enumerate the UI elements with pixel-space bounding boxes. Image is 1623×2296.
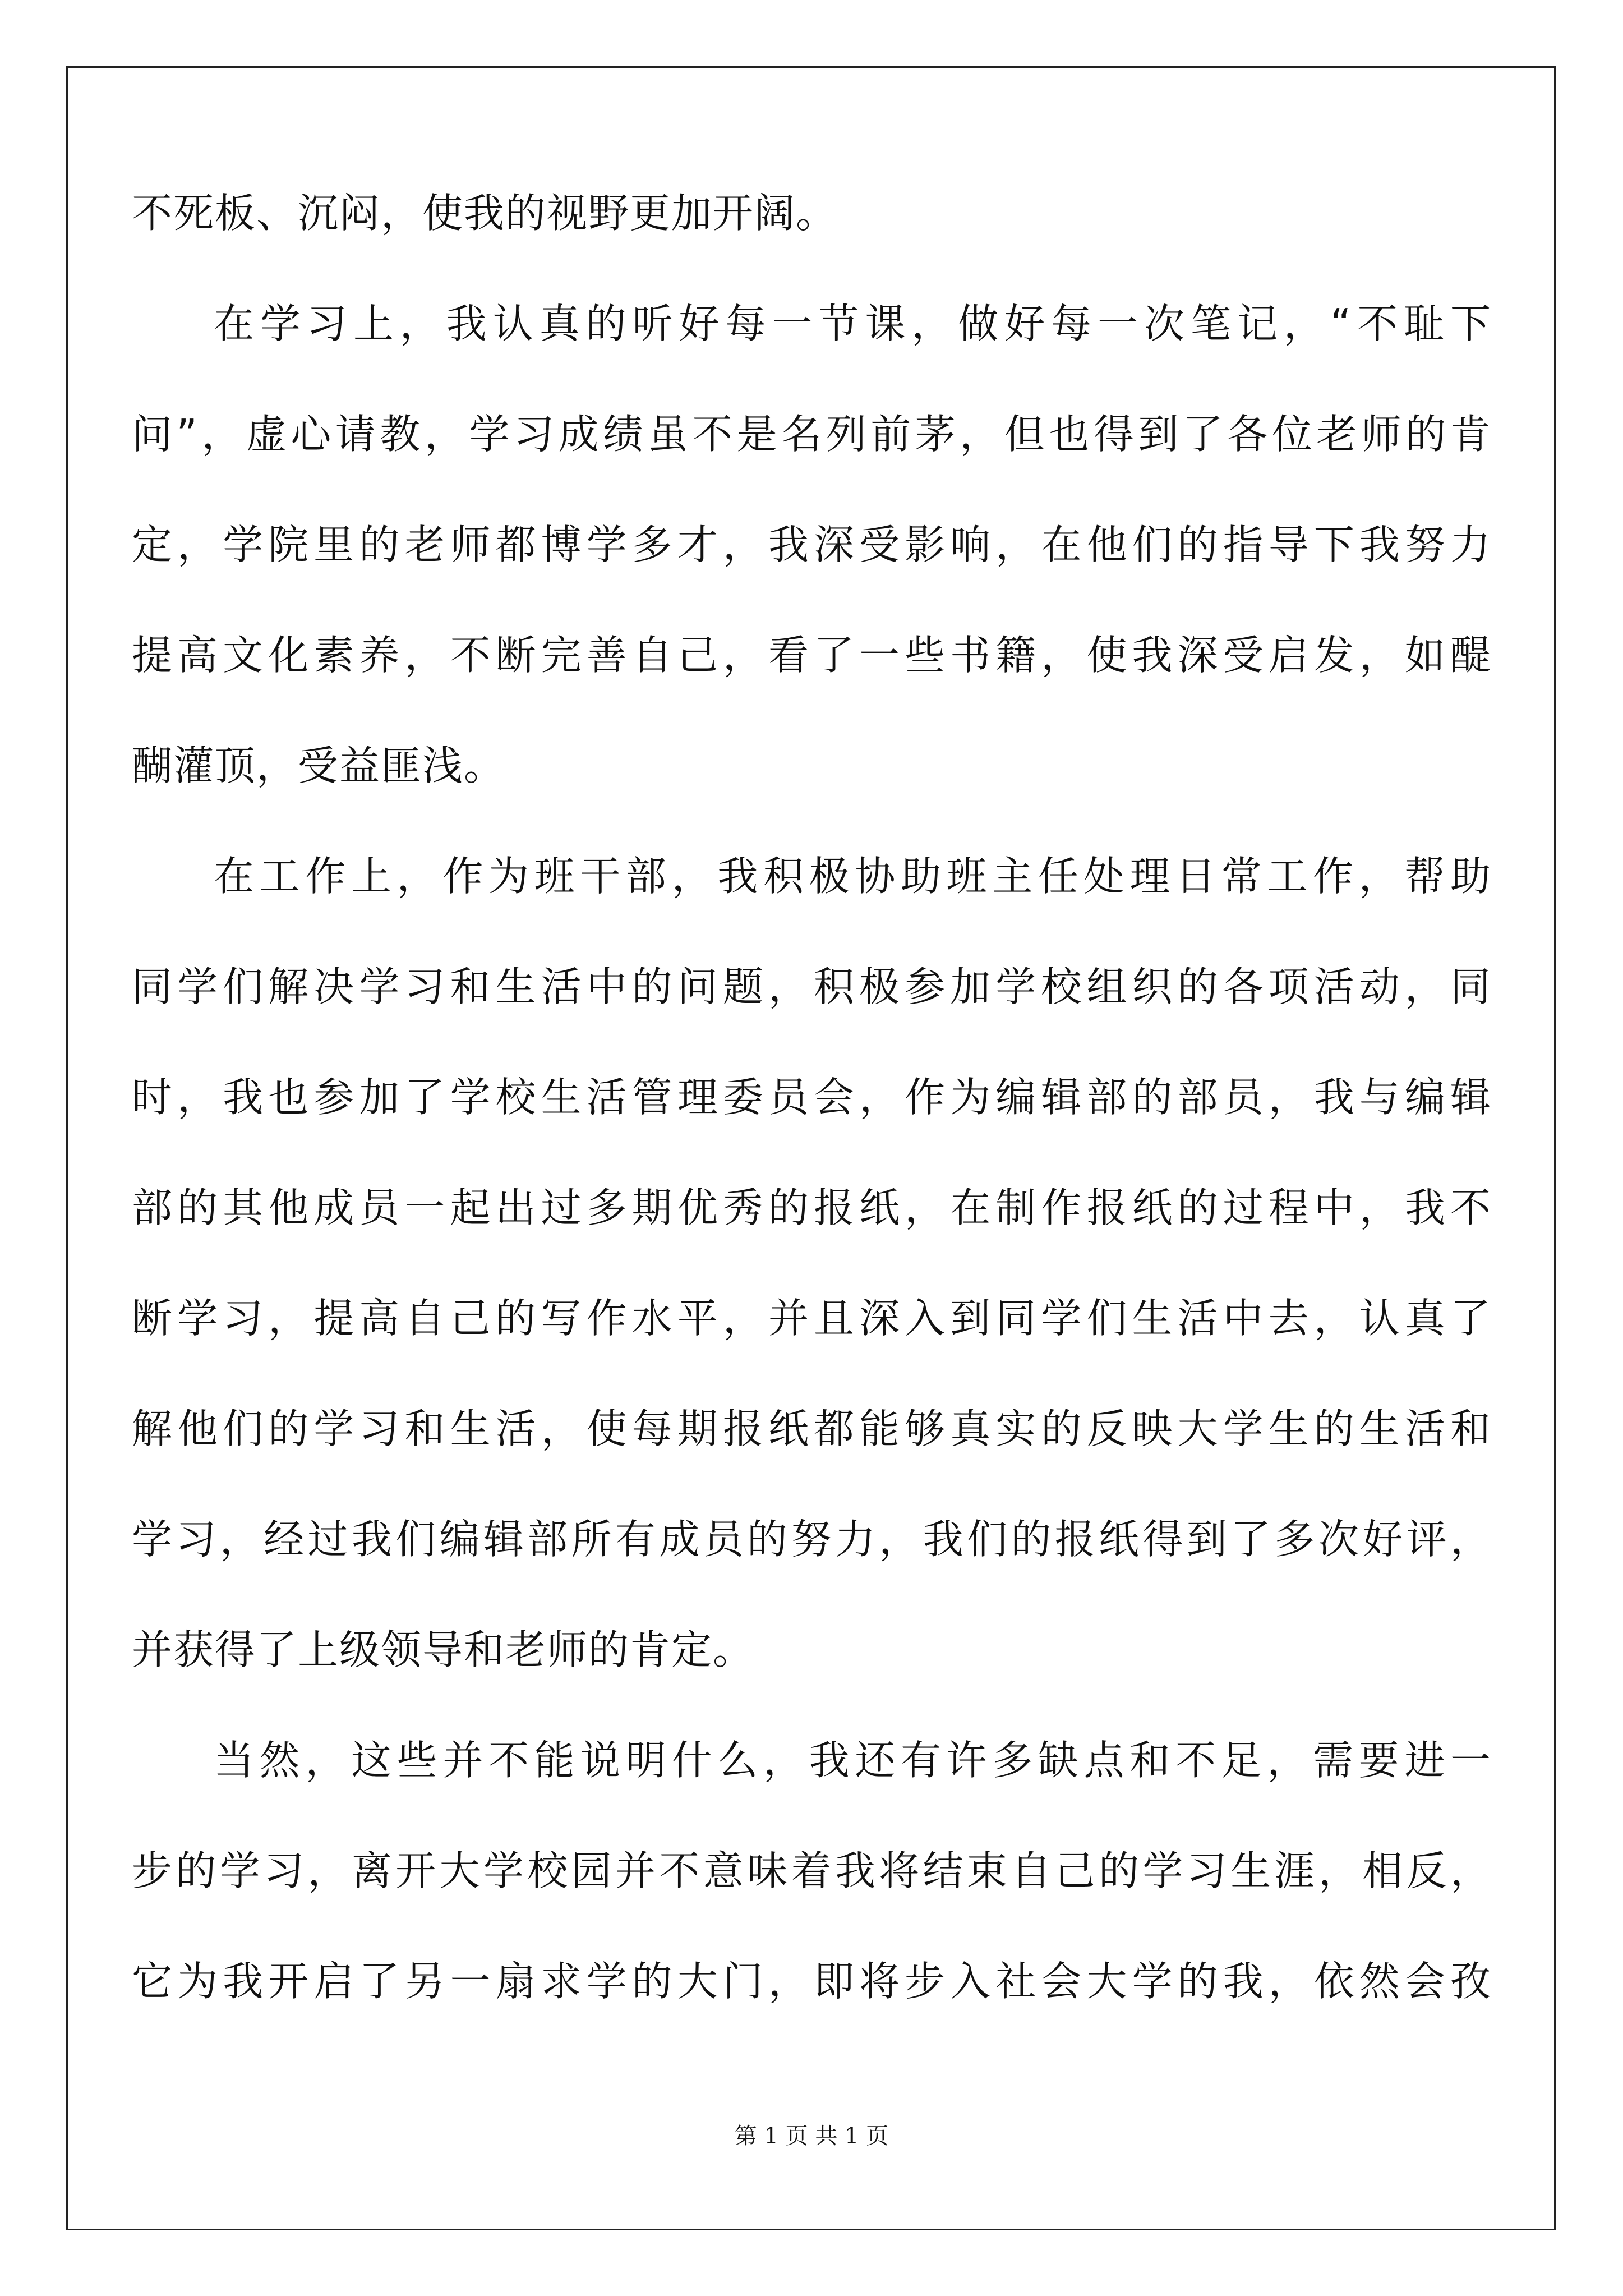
text-line: 定，学院里的老师都博学多才，我深受影响，在他们的指导下我努力 bbox=[132, 521, 1492, 568]
text-line: 问”，虚心请教，学习成绩虽不是名列前茅，但也得到了各位老师的肯 bbox=[132, 411, 1492, 458]
text-line: 时，我也参加了学校生活管理委员会，作为编辑部的部员，我与编辑 bbox=[132, 1074, 1492, 1121]
page-number-footer: 第 1 页 共 1 页 bbox=[734, 2123, 889, 2149]
text-line: 步的学习，离开大学校园并不意味着我将结束自己的学习生涯，相反， bbox=[132, 1847, 1492, 1894]
text-line: 它为我开启了另一扇求学的大门，即将步入社会大学的我，依然会孜 bbox=[132, 1958, 1492, 2005]
text-line: 并获得了上级领导和老师的肯定。 bbox=[132, 1626, 755, 1673]
text-line: 同学们解决学习和生活中的问题，积极参加学校组织的各项活动，同 bbox=[132, 963, 1492, 1010]
text-line: 醐灌顶，受益匪浅。 bbox=[132, 742, 506, 789]
paragraph-first-line: 在学习上，我认真的听好每一节课，做好每一次笔记，“不耻下 bbox=[214, 300, 1492, 347]
paragraph-first-line: 当然，这些并不能说明什么，我还有许多缺点和不足，需要进一 bbox=[214, 1737, 1492, 1784]
text-line: 不死板、沉闷，使我的视野更加开阔。 bbox=[132, 190, 838, 237]
text-line: 部的其他成员一起出过多期优秀的报纸，在制作报纸的过程中，我不 bbox=[132, 1184, 1492, 1231]
text-line: 学习，经过我们编辑部所有成员的努力，我们的报纸得到了多次好评， bbox=[132, 1516, 1492, 1563]
text-line: 提高文化素养，不断完善自己，看了一些书籍，使我深受启发，如醍 bbox=[132, 632, 1492, 679]
page-border bbox=[66, 66, 1556, 2230]
paragraph-first-line: 在工作上，作为班干部，我积极协助班主任处理日常工作，帮助 bbox=[214, 853, 1492, 900]
text-line: 解他们的学习和生活，使每期报纸都能够真实的反映大学生的生活和 bbox=[132, 1405, 1492, 1452]
text-line: 断学习，提高自己的写作水平，并且深入到同学们生活中去，认真了 bbox=[132, 1295, 1492, 1342]
